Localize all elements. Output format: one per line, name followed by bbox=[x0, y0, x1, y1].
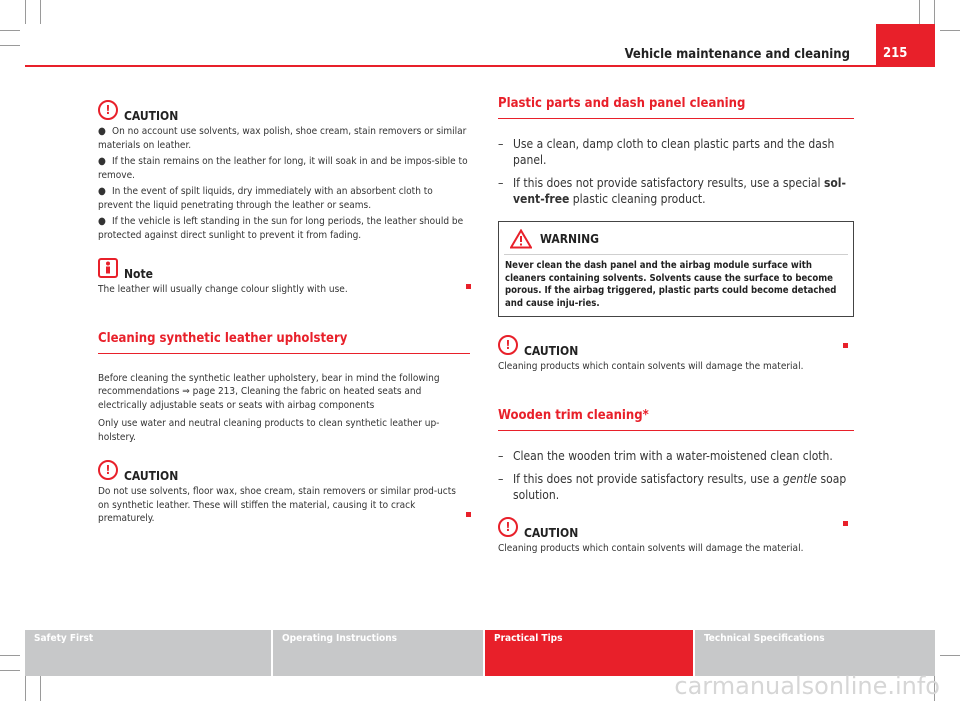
bullet-dot-icon: ● bbox=[98, 216, 106, 227]
section-wooden bbox=[498, 408, 854, 556]
caution-label: CAUTION bbox=[124, 469, 179, 483]
page-number: 215 bbox=[876, 24, 935, 67]
section-end-marker bbox=[466, 284, 471, 289]
caution-bullet: ● In the event of spilt liquids, dry immediately with an absorbent cloth to prevent the liquid penetrating through the leather or seams. bbox=[98, 186, 433, 211]
bullet-dot-icon: ● bbox=[98, 126, 106, 137]
running-header: Vehicle maintenance and cleaning bbox=[624, 47, 850, 62]
caution-text: Cleaning products which contain solvents will damage the material. bbox=[498, 543, 804, 554]
crop-mark bbox=[40, 0, 41, 24]
section-heading: Wooden trim cleaning* bbox=[498, 408, 854, 431]
caution-heading bbox=[98, 460, 470, 483]
nav-tab-operating-instructions[interactable]: Operating Instructions bbox=[273, 630, 483, 676]
instruction-step: – If this does not provide satisfactory results, use a special sol-vent-free plastic cleaning product. bbox=[498, 176, 846, 206]
caution-icon: ! bbox=[498, 517, 518, 537]
warning-label: WARNING bbox=[540, 232, 599, 246]
caution-heading bbox=[498, 517, 854, 540]
warning-heading bbox=[504, 222, 848, 255]
caution-text: Do not use solvents, floor wax, shoe cream, stain removers or similar prod-ucts on synthetic leather. These will stiffen the material, causing it to crack prematurely. bbox=[98, 486, 456, 524]
bullet-dot-icon: ● bbox=[98, 186, 106, 197]
caution-bullet: ● On no account use solvents, wax polish, shoe cream, stain removers or similar materials on leather. bbox=[98, 126, 467, 151]
bullet-dot-icon: ● bbox=[98, 156, 106, 167]
caution-box-synthetic bbox=[98, 460, 470, 526]
right-column bbox=[498, 96, 854, 556]
section-plastic bbox=[498, 96, 854, 374]
nav-tab-practical-tips[interactable]: Practical Tips bbox=[485, 630, 693, 676]
caution-label: CAUTION bbox=[524, 344, 579, 358]
info-hand-icon bbox=[98, 258, 118, 278]
nav-tab-technical-specifications[interactable]: Technical Specifications bbox=[695, 630, 935, 676]
instruction-step: – Use a clean, damp cloth to clean plastic parts and the dash panel. bbox=[498, 137, 835, 167]
caution-box-wooden bbox=[498, 517, 854, 556]
section-end-marker bbox=[843, 521, 848, 526]
crop-mark bbox=[919, 0, 920, 24]
crop-mark bbox=[40, 676, 41, 701]
caution-bullet: ● If the vehicle is left standing in the sun for long periods, the leather should be protected against direct sunlight to prevent it from fading. bbox=[98, 216, 464, 241]
note-text: The leather will usually change colour slightly with use. bbox=[98, 284, 348, 295]
section-heading: Plastic parts and dash panel cleaning bbox=[498, 96, 854, 119]
note-heading bbox=[98, 258, 470, 281]
caution-label: CAUTION bbox=[524, 526, 579, 540]
caution-box-plastic bbox=[498, 335, 854, 374]
crop-mark bbox=[940, 655, 960, 656]
section-synthetic bbox=[98, 331, 470, 526]
left-column bbox=[98, 100, 470, 526]
crop-mark bbox=[0, 670, 20, 671]
warning-text: Never clean the dash panel and the airbag module surface with cleaners containing solvents. Solvents cause the surface to become porous. If the airbag triggered, plastic parts could become detached and cause inju-ries. bbox=[505, 260, 837, 309]
warning-triangle-icon bbox=[510, 229, 532, 249]
crop-mark bbox=[0, 45, 20, 46]
caution-box-leather bbox=[98, 100, 470, 242]
crop-mark bbox=[25, 0, 26, 24]
section-heading: Cleaning synthetic leather upholstery bbox=[98, 331, 470, 354]
caution-label: CAUTION bbox=[124, 109, 179, 123]
note-box bbox=[98, 258, 470, 297]
paragraph: Before cleaning the synthetic leather upholstery, bear in mind the following recommendations ⇒ page 213, Cleaning the fabric on heated seats and electrically adjustable seats or seats with airbag components bbox=[98, 372, 440, 411]
header-rule bbox=[25, 65, 935, 67]
caution-heading bbox=[498, 335, 854, 358]
nav-tab-safety-first[interactable]: Safety First bbox=[25, 630, 271, 676]
caution-heading bbox=[98, 100, 470, 123]
caution-icon: ! bbox=[98, 100, 118, 120]
caution-bullet: ● If the stain remains on the leather for long, it will soak in and be impos-sible to remove. bbox=[98, 156, 468, 181]
section-end-marker bbox=[466, 512, 471, 517]
instruction-step: – Clean the wooden trim with a water-moistened clean cloth. bbox=[498, 448, 833, 463]
crop-mark bbox=[0, 30, 20, 31]
instruction-step: – If this does not provide satisfactory results, use a gentle soap solution. bbox=[498, 472, 847, 502]
caution-icon: ! bbox=[498, 335, 518, 355]
note-label: Note bbox=[124, 267, 153, 281]
crop-mark bbox=[940, 30, 960, 31]
crop-mark bbox=[934, 0, 935, 24]
crop-mark bbox=[25, 676, 26, 701]
watermark: carmanualsonline.info bbox=[674, 672, 940, 700]
section-end-marker bbox=[843, 343, 848, 348]
caution-icon: ! bbox=[98, 460, 118, 480]
caution-text: Cleaning products which contain solvents will damage the material. bbox=[498, 361, 804, 372]
warning-box bbox=[498, 221, 854, 317]
crop-mark bbox=[0, 655, 20, 656]
paragraph: Only use water and neutral cleaning products to clean synthetic leather up-holstery. bbox=[98, 418, 440, 443]
